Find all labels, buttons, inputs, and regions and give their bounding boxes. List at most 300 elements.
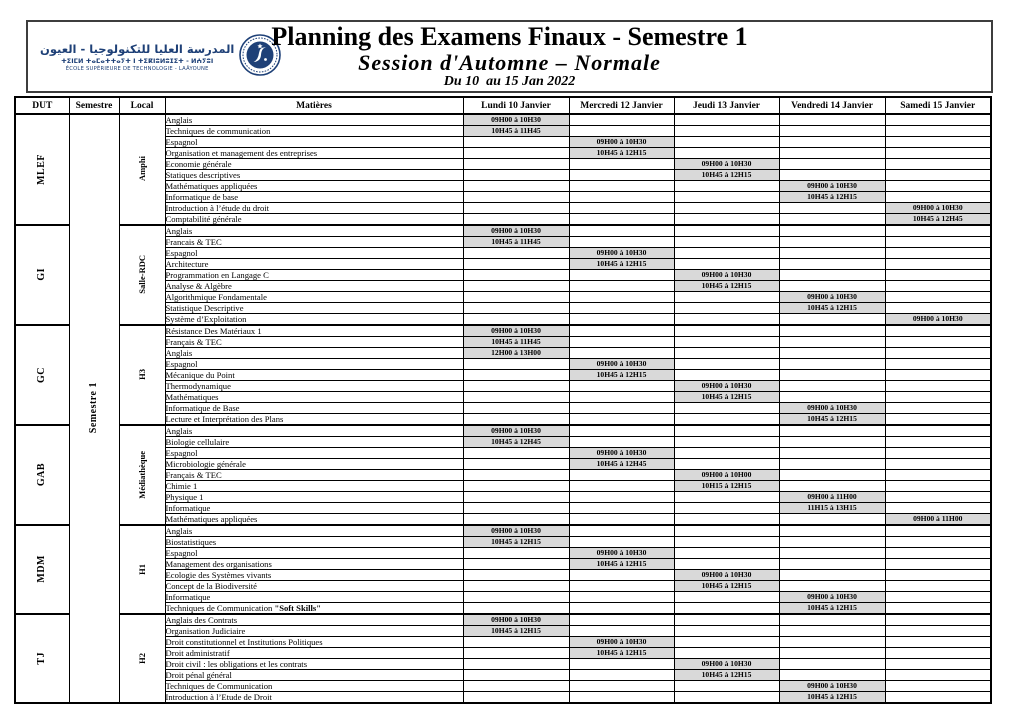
empty-cell xyxy=(569,681,674,692)
exam-time-cell: 09H00 à 10H30 xyxy=(779,292,885,303)
empty-cell xyxy=(885,181,991,192)
empty-cell xyxy=(569,381,674,392)
empty-cell xyxy=(779,548,885,559)
empty-cell xyxy=(885,348,991,359)
empty-cell xyxy=(779,626,885,637)
school-logo-block xyxy=(40,28,281,86)
subject-cell: Physique 1 xyxy=(165,492,463,503)
empty-cell xyxy=(463,170,569,181)
empty-cell xyxy=(779,348,885,359)
empty-cell xyxy=(885,137,991,148)
empty-cell xyxy=(885,681,991,692)
empty-cell xyxy=(885,325,991,337)
empty-cell xyxy=(674,414,779,426)
empty-cell xyxy=(674,614,779,626)
empty-cell xyxy=(674,626,779,637)
empty-cell xyxy=(569,670,674,681)
subject-cell: Comptabilité générale xyxy=(165,214,463,226)
exam-time-cell: 09H00 à 10H30 xyxy=(674,570,779,581)
empty-cell xyxy=(674,314,779,326)
dut-cell-label: MLEF xyxy=(36,153,48,185)
empty-cell xyxy=(569,237,674,248)
exam-time-cell: 09H00 à 10H30 xyxy=(674,270,779,281)
dut-cell xyxy=(15,325,69,425)
empty-cell xyxy=(463,303,569,314)
exam-time-cell: 10H45 à 12H15 xyxy=(674,170,779,181)
empty-cell xyxy=(885,292,991,303)
empty-cell xyxy=(674,548,779,559)
empty-cell xyxy=(463,581,569,592)
empty-cell xyxy=(463,248,569,259)
empty-cell xyxy=(885,337,991,348)
subject-cell: Informatique xyxy=(165,503,463,514)
empty-cell xyxy=(463,359,569,370)
empty-cell xyxy=(885,592,991,603)
column-header-mercredi: Mercredi 12 Janvier xyxy=(569,97,674,114)
local-cell-label: Salle-RDC xyxy=(137,255,147,294)
subject-cell: Introduction à l’étude du droit xyxy=(165,203,463,214)
empty-cell xyxy=(569,270,674,281)
empty-cell xyxy=(885,470,991,481)
exam-time-cell: 09H00 à 10H00 xyxy=(674,470,779,481)
dut-cell-label: GAB xyxy=(36,462,48,487)
subject-cell: Français & TEC xyxy=(165,470,463,481)
university-seal-icon xyxy=(239,34,281,81)
empty-cell xyxy=(569,114,674,126)
table-header-row xyxy=(15,97,991,114)
column-header-matieres: Matières xyxy=(165,97,463,114)
subject-cell: Francais & TEC xyxy=(165,237,463,248)
empty-cell xyxy=(674,692,779,704)
subject-cell: Management des organisations xyxy=(165,559,463,570)
local-cell xyxy=(119,325,165,425)
subject-cell: Architecture xyxy=(165,259,463,270)
subject-cell: Anglais xyxy=(165,225,463,237)
subject-cell: Système d’Exploitation xyxy=(165,314,463,326)
empty-cell xyxy=(463,603,569,615)
subject-cell: Mathématiques appliquées xyxy=(165,514,463,526)
table-row xyxy=(15,225,991,237)
subject-cell: Algorithmique Fondamentale xyxy=(165,292,463,303)
empty-cell xyxy=(885,437,991,448)
exam-time-cell: 10H45 à 12H45 xyxy=(569,459,674,470)
empty-cell xyxy=(885,537,991,548)
dut-cell xyxy=(15,225,69,325)
school-name-french: ÉCOLE SUPÉRIEURE DE TECHNOLOGIE - LAÂYOUNE xyxy=(65,66,209,72)
empty-cell xyxy=(779,114,885,126)
empty-cell xyxy=(463,648,569,659)
empty-cell xyxy=(779,448,885,459)
empty-cell xyxy=(569,626,674,637)
empty-cell xyxy=(463,292,569,303)
empty-cell xyxy=(885,459,991,470)
subject-cell: Anglais xyxy=(165,114,463,126)
empty-cell xyxy=(885,648,991,659)
empty-cell xyxy=(779,637,885,648)
exam-time-cell: 09H00 à 10H30 xyxy=(463,225,569,237)
subject-cell: Techniques de Communication xyxy=(165,681,463,692)
table-row xyxy=(15,425,991,437)
subject-cell: Espagnol xyxy=(165,359,463,370)
empty-cell xyxy=(674,648,779,659)
empty-cell xyxy=(779,470,885,481)
empty-cell xyxy=(569,592,674,603)
empty-cell xyxy=(885,548,991,559)
subject-cell: Espagnol xyxy=(165,448,463,459)
empty-cell xyxy=(779,481,885,492)
empty-cell xyxy=(674,370,779,381)
empty-cell xyxy=(779,126,885,137)
subject-cell: Français & TEC xyxy=(165,337,463,348)
empty-cell xyxy=(569,525,674,537)
empty-cell xyxy=(885,192,991,203)
empty-cell xyxy=(885,503,991,514)
empty-cell xyxy=(674,203,779,214)
exam-time-cell: 10H45 à 12H15 xyxy=(569,559,674,570)
local-cell xyxy=(119,114,165,225)
empty-cell xyxy=(674,359,779,370)
exam-time-cell: 10H45 à 12H15 xyxy=(463,537,569,548)
school-name-arabic: المدرسة العليا للتكنولوجيا - العيون xyxy=(40,41,235,56)
empty-cell xyxy=(674,237,779,248)
empty-cell xyxy=(885,392,991,403)
empty-cell xyxy=(885,603,991,615)
exam-time-cell: 09H00 à 10H30 xyxy=(779,181,885,192)
empty-cell xyxy=(674,514,779,526)
subject-cell: Techniques de Communication "Soft Skills" xyxy=(165,603,463,615)
empty-cell xyxy=(569,203,674,214)
empty-cell xyxy=(674,303,779,314)
empty-cell xyxy=(779,359,885,370)
empty-cell xyxy=(779,381,885,392)
empty-cell xyxy=(779,437,885,448)
empty-cell xyxy=(674,459,779,470)
empty-cell xyxy=(779,459,885,470)
empty-cell xyxy=(463,503,569,514)
exam-time-cell: 11H15 à 13H15 xyxy=(779,503,885,514)
subject-cell: Informatique de Base xyxy=(165,403,463,414)
dut-cell-label: GC xyxy=(36,366,48,383)
school-name-tifinagh: ⵜⵉⵏⵎⵍ ⵜⴰⵎⴰⵜⵜⴰⵢⵜ ⵏ ⵜⵉⴽⵏⵓⵍⵓⵊⵉⵜ - ⵍⵄⵢⵓⵏ xyxy=(61,56,214,65)
empty-cell xyxy=(779,170,885,181)
empty-cell xyxy=(779,203,885,214)
local-cell xyxy=(119,614,165,703)
subject-cell: Economie générale xyxy=(165,159,463,170)
empty-cell xyxy=(463,281,569,292)
empty-cell xyxy=(463,148,569,159)
local-cell-label: H1 xyxy=(137,563,147,575)
empty-cell xyxy=(885,159,991,170)
empty-cell xyxy=(885,259,991,270)
empty-cell xyxy=(674,114,779,126)
empty-cell xyxy=(674,492,779,503)
subject-cell: Chimie 1 xyxy=(165,481,463,492)
school-name-text xyxy=(40,42,234,73)
empty-cell xyxy=(569,614,674,626)
empty-cell xyxy=(569,437,674,448)
empty-cell xyxy=(674,248,779,259)
subject-cell: Programmation en Langage C xyxy=(165,270,463,281)
empty-cell xyxy=(674,225,779,237)
subject-cell: Droit constitutionnel et Institutions Politiques xyxy=(165,637,463,648)
empty-cell xyxy=(779,659,885,670)
empty-cell xyxy=(569,192,674,203)
empty-cell xyxy=(463,314,569,326)
empty-cell xyxy=(779,314,885,326)
empty-cell xyxy=(885,637,991,648)
local-cell-label: Amphi xyxy=(137,156,147,182)
empty-cell xyxy=(674,592,779,603)
exam-time-cell: 10H15 à 12H15 xyxy=(674,481,779,492)
empty-cell xyxy=(463,392,569,403)
dut-cell-label: MDM xyxy=(36,555,48,583)
exam-time-cell: 10H45 à 12H45 xyxy=(463,437,569,448)
empty-cell xyxy=(885,126,991,137)
dut-cell xyxy=(15,425,69,525)
subject-cell: Statistique Descriptive xyxy=(165,303,463,314)
empty-cell xyxy=(885,692,991,704)
empty-cell xyxy=(885,281,991,292)
empty-cell xyxy=(569,392,674,403)
exam-time-cell: 09H00 à 10H30 xyxy=(885,203,991,214)
dut-cell xyxy=(15,525,69,614)
exam-time-cell: 10H45 à 12H15 xyxy=(674,392,779,403)
empty-cell xyxy=(569,659,674,670)
subject-cell: Anglais des Contrats xyxy=(165,614,463,626)
empty-cell xyxy=(674,437,779,448)
empty-cell xyxy=(779,270,885,281)
header-banner xyxy=(26,20,993,93)
empty-cell xyxy=(463,414,569,426)
empty-cell xyxy=(674,537,779,548)
empty-cell xyxy=(779,259,885,270)
column-header-samedi: Samedi 15 Janvier xyxy=(885,97,991,114)
empty-cell xyxy=(569,126,674,137)
empty-cell xyxy=(463,637,569,648)
local-cell-label: H3 xyxy=(137,369,147,380)
empty-cell xyxy=(463,459,569,470)
empty-cell xyxy=(674,425,779,437)
local-cell-label: H2 xyxy=(137,652,147,664)
empty-cell xyxy=(779,670,885,681)
local-cell xyxy=(119,525,165,614)
exam-time-cell: 10H45 à 12H15 xyxy=(569,370,674,381)
empty-cell xyxy=(885,225,991,237)
empty-cell xyxy=(569,492,674,503)
exam-time-cell: 10H45 à 12H15 xyxy=(569,648,674,659)
subject-cell: Espagnol xyxy=(165,137,463,148)
exam-time-cell: 09H00 à 10H30 xyxy=(463,525,569,537)
empty-cell xyxy=(779,159,885,170)
exam-time-cell: 09H00 à 10H30 xyxy=(779,681,885,692)
empty-cell xyxy=(463,659,569,670)
exam-time-cell: 10H45 à 12H15 xyxy=(569,148,674,159)
subject-cell: Organisation et management des entreprises xyxy=(165,148,463,159)
empty-cell xyxy=(569,337,674,348)
semestre-cell-label: Semestre 1 xyxy=(88,382,99,434)
subject-cell: Mathématiques xyxy=(165,392,463,403)
exam-time-cell: 09H00 à 10H30 xyxy=(569,359,674,370)
exam-time-cell: 10H45 à 11H45 xyxy=(463,126,569,137)
empty-cell xyxy=(569,281,674,292)
subject-cell: Mécanique du Point xyxy=(165,370,463,381)
exam-time-cell: 10H45 à 12H45 xyxy=(885,214,991,226)
exam-time-cell: 09H00 à 10H30 xyxy=(569,248,674,259)
empty-cell xyxy=(674,259,779,270)
empty-cell xyxy=(463,670,569,681)
empty-cell xyxy=(569,403,674,414)
empty-cell xyxy=(674,559,779,570)
empty-cell xyxy=(463,403,569,414)
table-row xyxy=(15,614,991,626)
subject-cell: Lecture et Interprétation des Plans xyxy=(165,414,463,426)
empty-cell xyxy=(569,503,674,514)
local-cell-label: Médiathèque xyxy=(137,450,147,499)
empty-cell xyxy=(885,359,991,370)
semestre-cell xyxy=(69,114,119,703)
empty-cell xyxy=(569,425,674,437)
empty-cell xyxy=(569,325,674,337)
empty-cell xyxy=(885,559,991,570)
subject-cell: Anglais xyxy=(165,425,463,437)
exam-time-cell: 09H00 à 10H30 xyxy=(885,314,991,326)
empty-cell xyxy=(463,159,569,170)
empty-cell xyxy=(569,303,674,314)
empty-cell xyxy=(569,581,674,592)
empty-cell xyxy=(885,170,991,181)
empty-cell xyxy=(779,537,885,548)
exam-time-cell: 09H00 à 10H30 xyxy=(779,592,885,603)
empty-cell xyxy=(885,492,991,503)
exam-time-cell: 10H45 à 12H15 xyxy=(779,692,885,704)
empty-cell xyxy=(674,337,779,348)
empty-cell xyxy=(463,381,569,392)
empty-cell xyxy=(569,225,674,237)
subject-cell: Informatique de base xyxy=(165,192,463,203)
empty-cell xyxy=(674,503,779,514)
empty-cell xyxy=(569,514,674,526)
subject-cell: Statiques descriptives xyxy=(165,170,463,181)
column-header-vendredi: Vendredi 14 Janvier xyxy=(779,97,885,114)
empty-cell xyxy=(779,337,885,348)
empty-cell xyxy=(463,181,569,192)
exam-time-cell: 09H00 à 11H00 xyxy=(885,514,991,526)
table-row xyxy=(15,114,991,126)
empty-cell xyxy=(463,481,569,492)
empty-cell xyxy=(569,414,674,426)
empty-cell xyxy=(674,448,779,459)
exam-time-cell: 09H00 à 10H30 xyxy=(569,548,674,559)
local-cell xyxy=(119,225,165,325)
empty-cell xyxy=(885,581,991,592)
empty-cell xyxy=(463,592,569,603)
subject-cell: Biologie cellulaire xyxy=(165,437,463,448)
empty-cell xyxy=(885,570,991,581)
empty-cell xyxy=(779,614,885,626)
subject-cell: Informatique xyxy=(165,592,463,603)
empty-cell xyxy=(885,303,991,314)
empty-cell xyxy=(885,425,991,437)
exam-time-cell: 09H00 à 11H00 xyxy=(779,492,885,503)
empty-cell xyxy=(885,381,991,392)
empty-cell xyxy=(569,348,674,359)
empty-cell xyxy=(569,537,674,548)
empty-cell xyxy=(779,425,885,437)
empty-cell xyxy=(779,225,885,237)
empty-cell xyxy=(779,325,885,337)
exam-time-cell: 10H45 à 12H15 xyxy=(569,259,674,270)
empty-cell xyxy=(463,137,569,148)
exam-time-cell: 09H00 à 10H30 xyxy=(779,403,885,414)
empty-cell xyxy=(463,514,569,526)
empty-cell xyxy=(885,237,991,248)
empty-cell xyxy=(463,448,569,459)
empty-cell xyxy=(463,570,569,581)
subject-cell: Résistance Des Matériaux 1 xyxy=(165,325,463,337)
empty-cell xyxy=(779,370,885,381)
empty-cell xyxy=(674,181,779,192)
exam-time-cell: 09H00 à 10H30 xyxy=(569,448,674,459)
empty-cell xyxy=(885,659,991,670)
empty-cell xyxy=(569,292,674,303)
subject-cell: Concept de la Biodiversité xyxy=(165,581,463,592)
empty-cell xyxy=(674,603,779,615)
subject-cell: Espagnol xyxy=(165,248,463,259)
empty-cell xyxy=(463,559,569,570)
exam-time-cell: 09H00 à 10H30 xyxy=(569,637,674,648)
empty-cell xyxy=(779,648,885,659)
empty-cell xyxy=(463,203,569,214)
exam-time-cell: 09H00 à 10H30 xyxy=(569,137,674,148)
empty-cell xyxy=(885,403,991,414)
empty-cell xyxy=(779,525,885,537)
empty-cell xyxy=(779,137,885,148)
subject-cell: Techniques de communication xyxy=(165,126,463,137)
exam-time-cell: 12H00 à 13H00 xyxy=(463,348,569,359)
subject-cell: Organisation Judiciaire xyxy=(165,626,463,637)
dut-cell-label: TJ xyxy=(36,651,48,665)
empty-cell xyxy=(885,248,991,259)
empty-cell xyxy=(463,548,569,559)
empty-cell xyxy=(779,237,885,248)
table-row xyxy=(15,525,991,537)
exam-time-cell: 09H00 à 10H30 xyxy=(463,614,569,626)
empty-cell xyxy=(885,414,991,426)
empty-cell xyxy=(569,481,674,492)
subject-cell: Espagnol xyxy=(165,548,463,559)
empty-cell xyxy=(885,481,991,492)
exam-time-cell: 10H45 à 11H45 xyxy=(463,337,569,348)
page-daterange: Du 10 au 15 Jan 2022 xyxy=(443,74,576,89)
empty-cell xyxy=(463,692,569,704)
dut-cell-label: GI xyxy=(36,268,48,281)
subject-cell: Anglais xyxy=(165,348,463,359)
exam-time-cell: 10H45 à 12H15 xyxy=(674,670,779,681)
exam-time-cell: 09H00 à 10H30 xyxy=(674,659,779,670)
empty-cell xyxy=(885,148,991,159)
subject-cell: Mathématiques appliquées xyxy=(165,181,463,192)
empty-cell xyxy=(569,692,674,704)
empty-cell xyxy=(885,626,991,637)
empty-cell xyxy=(569,214,674,226)
empty-cell xyxy=(779,581,885,592)
empty-cell xyxy=(885,614,991,626)
empty-cell xyxy=(674,192,779,203)
empty-cell xyxy=(779,148,885,159)
exam-time-cell: 10H45 à 12H15 xyxy=(779,192,885,203)
empty-cell xyxy=(463,681,569,692)
subject-cell: Droit civil : les obligations et les contrats xyxy=(165,659,463,670)
